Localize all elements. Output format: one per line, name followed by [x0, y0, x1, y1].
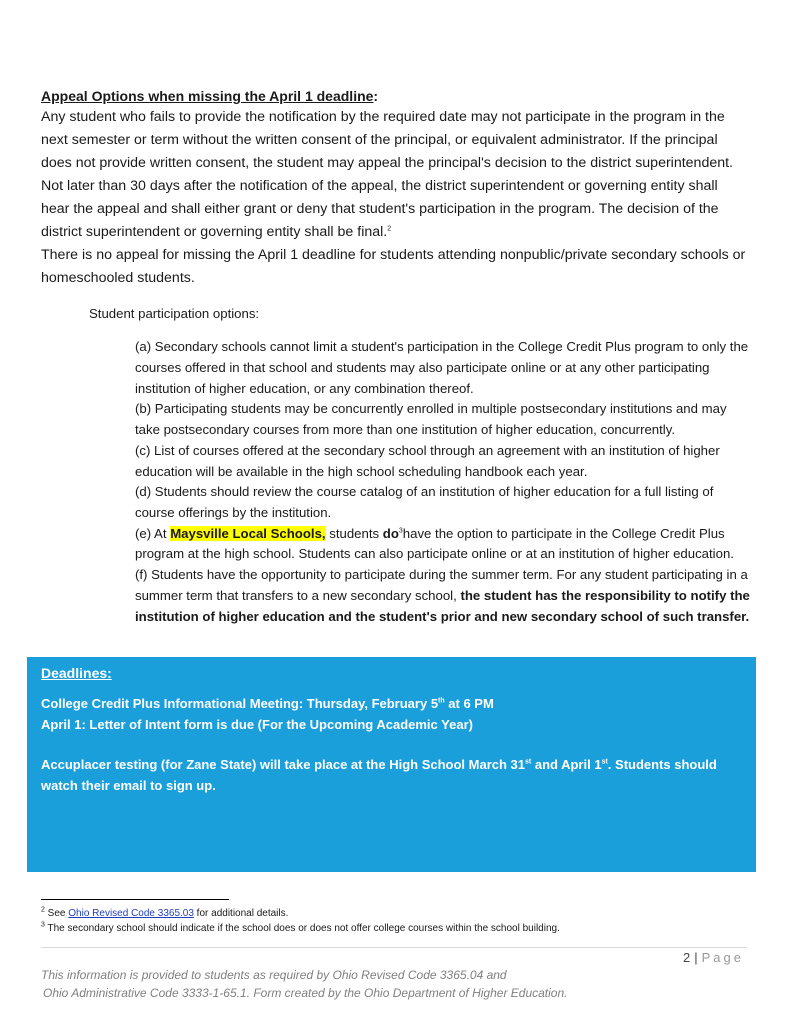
option-b: (b) Participating students may be concurrently enrolled in multiple postsecondary institutions and may take postsecondary courses from more than one institution of higher education, concurrently.	[135, 401, 727, 438]
option-c: (c) List of courses offered at the secondary school through an agreement with an institution of higher education will be available in the high school scheduling handbook each year.	[135, 442, 720, 479]
deadline-accuplacer: Accuplacer testing (for Zane State) will take place at the High School March 31st and April 1st. Students should watch their email to sign up.	[41, 757, 717, 793]
ohio-revised-code-link[interactable]: Ohio Revised Code 3365.03	[68, 908, 194, 919]
footnotes	[41, 906, 741, 936]
appeal-heading: Appeal Options when missing the April 1 deadline:	[41, 88, 379, 104]
deadline-meeting: College Credit Plus Informational Meeting: Thursday, February 5th at 6 PM	[41, 696, 494, 711]
school-name-highlight: Maysville Local Schools,	[170, 525, 326, 541]
deadlines-box	[27, 657, 756, 872]
option-d: (d) Students should review the course catalog of an institution of higher education for a full listing of course offerings by the institution.	[135, 484, 714, 520]
option-f: (f) Students have the opportunity to participate during the summer term. For any student participating in a summer term that transfers to a new secondary school, the student has the responsibility to notify the institution of higher education and the student's prior and new secondary school of such transfer.	[135, 567, 750, 624]
deadlines-title: Deadlines:	[41, 665, 112, 681]
footnote-ref-3[interactable]: 3	[398, 527, 403, 535]
option-e: (e) At Maysville Local Schools, students $do^3have$ the option to participate in the College Credit Plus program at the high school. Students can also participate online or at an institution of higher education.	[135, 525, 734, 562]
page-footer	[41, 966, 751, 1002]
option-a: (a) Secondary schools cannot limit a student's participation in the College Credit Plus program to only the courses offered in that school and students may also participate online or at any other participating institution of higher education, or any combination thereof.	[135, 339, 749, 396]
no-appeal-paragraph: There is no appeal for missing the April 1 deadline for students attending nonpublic/private secondary schools or homeschooled students.	[41, 247, 746, 286]
footnote-ref-2[interactable]: 2	[387, 225, 392, 233]
page-divider	[41, 947, 747, 948]
page-number: 2 | Page	[683, 950, 744, 965]
deadline-april: April 1: Letter of Intent form is due (For the Upcoming Academic Year)	[41, 716, 473, 732]
appeal-paragraph: Any student who fails to provide the notification by the required date may not participate in the program in the next semester or term without the written consent of the principal, or equivalent administrator. If the principal does not provide written consent, the student may appeal the principal's decision to the district superintendent. Not later than 30 days after the notification of the appeal, the district superintendent or governing entity shall hear the appeal and shall either grant or deny that student's participation in the program. The decision of the district superintendent or governing entity shall be final.$^2$	[41, 109, 734, 240]
footer-line-1: This information is provided to students as required by Ohio Revised Code 3365.04 and	[41, 968, 507, 982]
footnote-3: $^3$ The secondary school should indicate if the school does or does not offer college courses within the school building.	[41, 921, 560, 934]
options-label: Student participation options:	[89, 306, 260, 322]
main-content	[41, 88, 749, 627]
footer-line-2: Ohio Administrative Code 3333-1-65.1. Form created by the Ohio Department of Higher Education.	[43, 986, 568, 1000]
deadlines-list	[41, 694, 741, 796]
options-list	[135, 337, 751, 627]
footnote-divider	[41, 899, 229, 900]
footnote-2: $^2$ See Ohio Revised Code 3365.03 for additional details.	[41, 906, 289, 919]
